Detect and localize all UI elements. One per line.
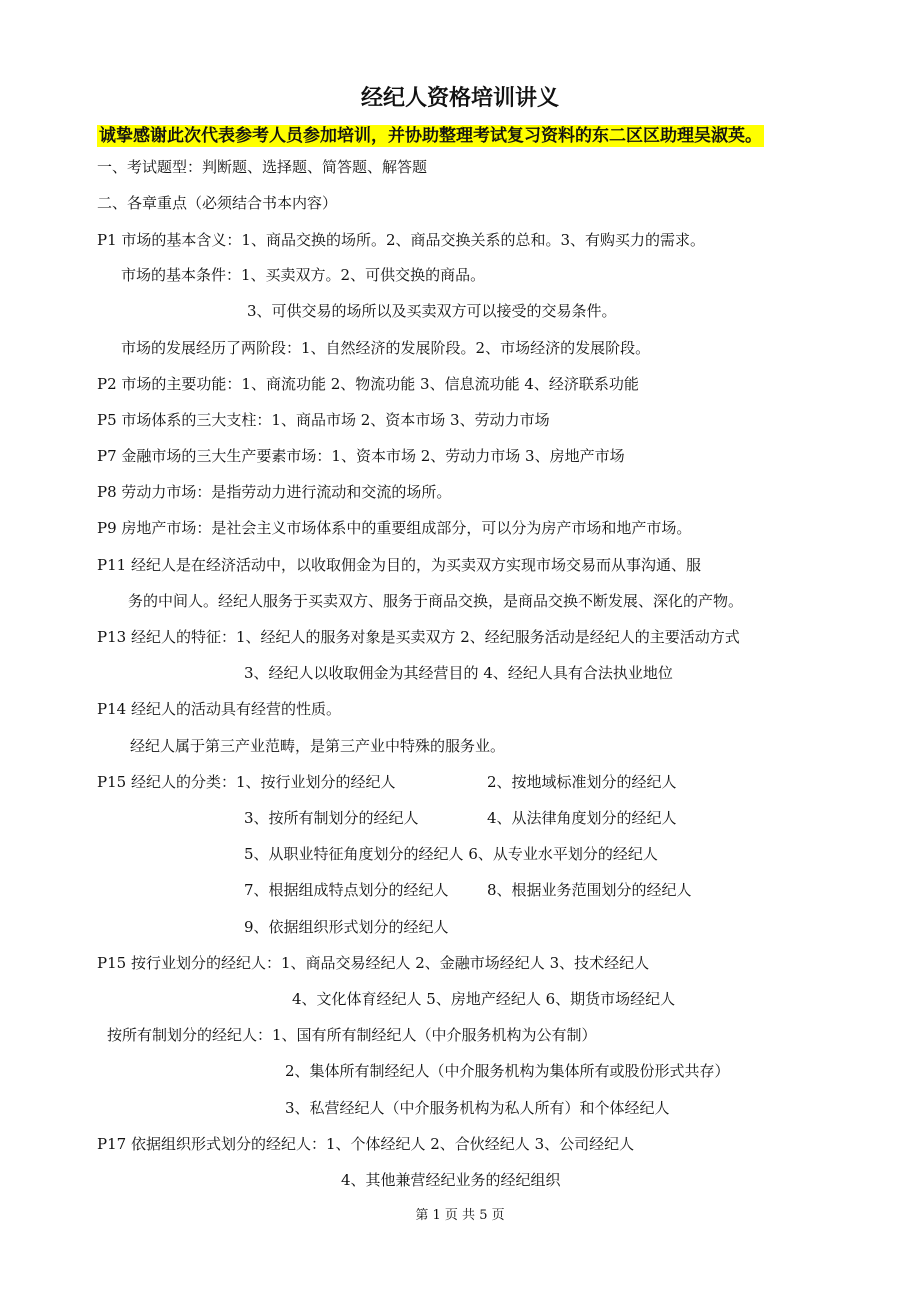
thanks-highlight: 诚挚感谢此次代表参考人员参加培训，并协助整理考试复习资料的东二区区助理吴淑英。 — [99, 126, 762, 146]
text-line: P13 经纪人的特征：1、经纪人的服务对象是买卖双方 2、经纪服务活动是经纪人的主要活动方式 — [97, 628, 740, 646]
text-line: P14 经纪人的活动具有经营的性质。 — [97, 700, 341, 718]
text-line: P9 房地产市场：是社会主义市场体系中的重要组成部分，可以分为房产市场和地产市场。 — [97, 519, 692, 537]
text-line: 4、其他兼营经纪业务的经纪组织 — [341, 1171, 561, 1189]
text-line: 3、可供交易的场所以及买卖双方可以接受的交易条件。 — [247, 302, 617, 320]
text-line: P5 市场体系的三大支柱：1、商品市场 2、资本市场 3、劳动力市场 — [97, 411, 550, 429]
text-line: 按所有制划分的经纪人：1、国有所有制经纪人（中介服务机构为公有制） — [107, 1026, 597, 1044]
page-number-footer: 第 1 页 共 5 页 — [415, 1208, 505, 1223]
text-line: 3、私营经纪人（中介服务机构为私人所有）和个体经纪人 — [285, 1099, 670, 1117]
exam-types-line: 一、考试题型：判断题、选择题、简答题、解答题 — [97, 158, 428, 176]
text-line: P11 经纪人是在经济活动中，以收取佣金为目的，为买卖双方实现市场交易而从事沟通、服 — [97, 556, 701, 574]
text-line: P15 按行业划分的经纪人：1、商品交易经纪人 2、金融市场经纪人 3、技术经纪人 — [97, 954, 650, 972]
text-line: P2 市场的主要功能：1、商流功能 2、物流功能 3、信息流功能 4、经济联系功能 — [97, 375, 639, 393]
text-line: P8 劳动力市场：是指劳动力进行流动和交流的场所。 — [97, 483, 452, 501]
text-line: P7 金融市场的三大生产要素市场：1、资本市场 2、劳动力市场 3、房地产市场 — [97, 447, 625, 465]
text-line: P17 依据组织形式划分的经纪人：1、个体经纪人 2、合伙经纪人 3、公司经纪人 — [97, 1135, 635, 1153]
chapter-key-points-heading: 二、各章重点（必须结合书本内容） — [97, 194, 338, 212]
text-line: 2、集体所有制经纪人（中介服务机构为集体所有或股份形式共存） — [285, 1062, 730, 1080]
text-line: 2、按地域标准划分的经纪人 — [487, 773, 677, 791]
text-line: 5、从职业特征角度划分的经纪人 6、从专业水平划分的经纪人 — [244, 845, 658, 863]
text-line: 3、经纪人以收取佣金为其经营目的 4、经纪人具有合法执业地位 — [244, 664, 673, 682]
text-line: 务的中间人。经纪人服务于买卖双方、服务于商品交换，是商品交换不断发展、深化的产物。 — [128, 592, 744, 610]
text-line: P15 经纪人的分类：1、按行业划分的经纪人 — [97, 773, 396, 791]
document-title: 经纪人资格培训讲义 — [360, 85, 559, 111]
text-line: 经纪人属于第三产业范畴，是第三产业中特殊的服务业。 — [130, 737, 506, 755]
text-line: 3、按所有制划分的经纪人 — [244, 809, 419, 827]
text-line: 4、从法律角度划分的经纪人 — [487, 809, 677, 827]
text-line: 4、文化体育经纪人 5、房地产经纪人 6、期货市场经纪人 — [292, 990, 676, 1008]
text-line: 9、依据组织形式划分的经纪人 — [244, 918, 449, 936]
text-line: 7、根据组成特点划分的经纪人 — [244, 881, 449, 899]
text-line: 市场的发展经历了两阶段：1、自然经济的发展阶段。2、市场经济的发展阶段。 — [121, 339, 651, 357]
text-line: 8、根据业务范围划分的经纪人 — [487, 881, 692, 899]
text-line: 市场的基本条件：1、买卖双方。2、可供交换的商品。 — [121, 266, 486, 284]
text-line: P1 市场的基本含义：1、商品交换的场所。2、商品交换关系的总和。3、有购买力的需求。 — [97, 231, 706, 249]
